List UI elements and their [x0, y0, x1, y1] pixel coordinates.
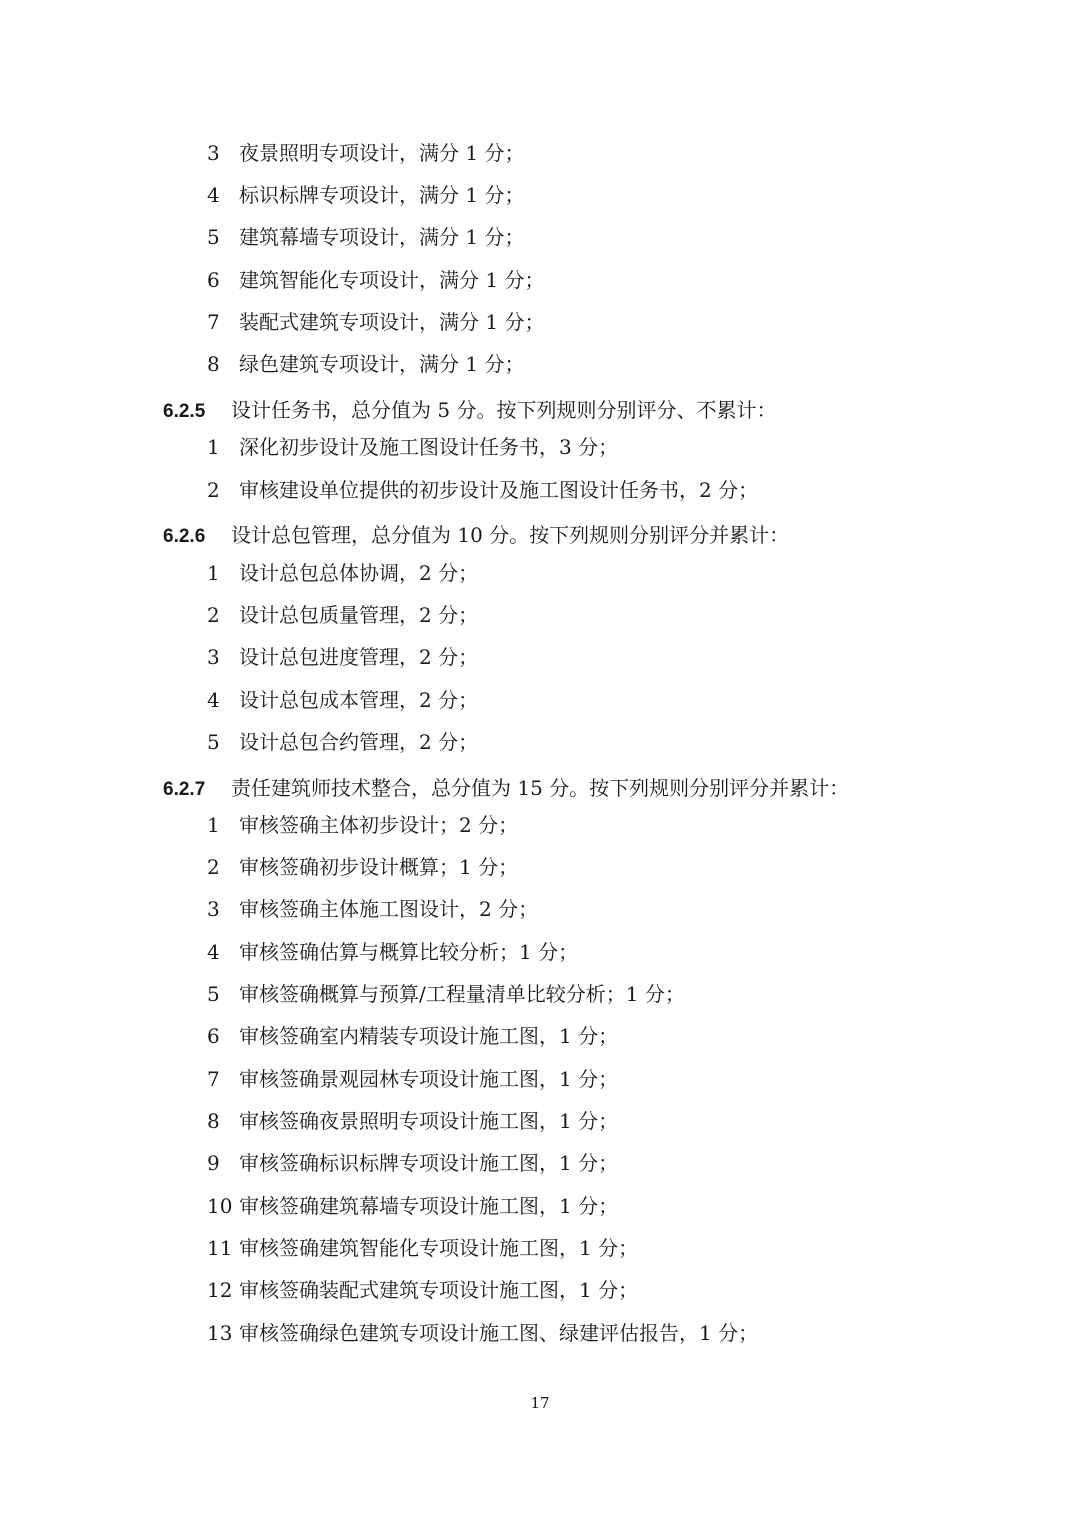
item-text: 设计总包质量管理，2 分； — [239, 603, 479, 627]
item-text: 设计总包成本管理，2 分； — [239, 688, 479, 712]
item-number: 7 — [207, 310, 220, 334]
item-text: 审核签确夜景照明专项设计施工图，1 分； — [239, 1109, 619, 1133]
item-text: 绿色建筑专项设计，满分 1 分； — [239, 352, 525, 376]
clause-number: 6.2.5 — [163, 401, 206, 422]
list-item — [207, 896, 538, 922]
item-number: 7 — [207, 1067, 220, 1091]
item-number: 1 — [207, 813, 220, 837]
item-text: 审核签确建筑幕墙专项设计施工图，1 分； — [239, 1194, 619, 1218]
item-number: 4 — [207, 940, 220, 964]
item-number: 13 — [207, 1321, 233, 1345]
item-number: 2 — [207, 603, 220, 627]
item-number: 11 — [207, 1236, 233, 1260]
list-item — [207, 140, 524, 166]
item-number: 1 — [207, 561, 220, 585]
list-item — [207, 812, 518, 838]
item-text: 设计总包合约管理，2 分； — [239, 730, 479, 754]
item-text: 设计总包总体协调，2 分； — [239, 561, 479, 585]
item-text: 审核签确概算与预算/工程量清单比较分析；1 分； — [239, 982, 685, 1006]
item-text: 审核签确主体初步设计；2 分； — [239, 813, 519, 837]
item-number: 6 — [207, 268, 220, 292]
item-text: 设计总包进度管理，2 分； — [239, 645, 479, 669]
item-text: 审核签确标识标牌专项设计施工图，1 分； — [239, 1151, 619, 1175]
list-item — [207, 644, 478, 670]
item-number: 8 — [207, 1109, 220, 1133]
list-item — [207, 1066, 618, 1092]
item-text: 标识标牌专项设计，满分 1 分； — [239, 183, 525, 207]
item-number: 2 — [207, 478, 220, 502]
item-text: 装配式建筑专项设计，满分 1 分； — [239, 310, 545, 334]
list-item — [207, 1108, 618, 1134]
item-number: 2 — [207, 855, 220, 879]
list-item — [207, 434, 618, 460]
item-number: 6 — [207, 1024, 220, 1048]
list-item — [207, 1023, 618, 1049]
list-item — [207, 267, 544, 293]
clause-6-2-6 — [163, 522, 789, 550]
list-item — [207, 981, 685, 1007]
list-item — [207, 477, 758, 503]
item-number: 9 — [207, 1151, 220, 1175]
clause-6-2-7 — [163, 775, 849, 803]
clause-text: 设计总包管理，总分值为 10 分。按下列规则分别评分并累计： — [231, 523, 790, 547]
item-text: 审核签确主体施工图设计，2 分； — [239, 897, 539, 921]
item-number: 1 — [207, 435, 220, 459]
list-item — [207, 351, 524, 377]
list-item — [207, 182, 524, 208]
item-number: 8 — [207, 352, 220, 376]
item-text: 审核签确景观园林专项设计施工图，1 分； — [239, 1067, 619, 1091]
list-item — [207, 224, 524, 250]
clause-text: 责任建筑师技术整合，总分值为 15 分。按下列规则分别评分并累计： — [231, 776, 850, 800]
item-number: 4 — [207, 183, 220, 207]
item-text: 审核签确绿色建筑专项设计施工图、绿建评估报告，1 分； — [239, 1321, 759, 1345]
list-item — [207, 687, 478, 713]
clause-number: 6.2.7 — [163, 779, 206, 800]
list-item — [207, 1277, 638, 1303]
page-number: 17 — [530, 1394, 550, 1412]
item-number: 3 — [207, 897, 220, 921]
item-number: 3 — [207, 141, 220, 165]
item-number: 5 — [207, 982, 220, 1006]
item-number: 10 — [207, 1194, 233, 1218]
list-item — [207, 1235, 638, 1261]
list-item — [207, 729, 478, 755]
list-item — [207, 560, 478, 586]
item-number: 5 — [207, 730, 220, 754]
item-text: 夜景照明专项设计，满分 1 分； — [239, 141, 525, 165]
item-number: 3 — [207, 645, 220, 669]
item-text: 审核签确建筑智能化专项设计施工图，1 分； — [239, 1236, 639, 1260]
item-text: 建筑智能化专项设计，满分 1 分； — [239, 268, 545, 292]
list-item — [207, 602, 478, 628]
list-item — [207, 854, 518, 880]
item-text: 审核签确装配式建筑专项设计施工图，1 分； — [239, 1278, 639, 1302]
item-text: 审核签确初步设计概算；1 分； — [239, 855, 519, 879]
item-text: 审核签确室内精装专项设计施工图，1 分； — [239, 1024, 619, 1048]
item-number: 12 — [207, 1278, 233, 1302]
list-item — [207, 1150, 618, 1176]
list-item — [207, 939, 578, 965]
item-text: 审核签确估算与概算比较分析；1 分； — [239, 940, 579, 964]
item-number: 5 — [207, 225, 220, 249]
list-item — [207, 1320, 758, 1346]
clause-number: 6.2.6 — [163, 526, 206, 547]
list-item — [207, 1193, 618, 1219]
item-number: 4 — [207, 688, 220, 712]
item-text: 建筑幕墙专项设计，满分 1 分； — [239, 225, 525, 249]
clause-text: 设计任务书，总分值为 5 分。按下列规则分别评分、不累计： — [231, 398, 777, 422]
item-text: 审核建设单位提供的初步设计及施工图设计任务书，2 分； — [239, 478, 759, 502]
list-item — [207, 309, 544, 335]
item-text: 深化初步设计及施工图设计任务书，3 分； — [239, 435, 619, 459]
clause-6-2-5 — [163, 397, 776, 425]
